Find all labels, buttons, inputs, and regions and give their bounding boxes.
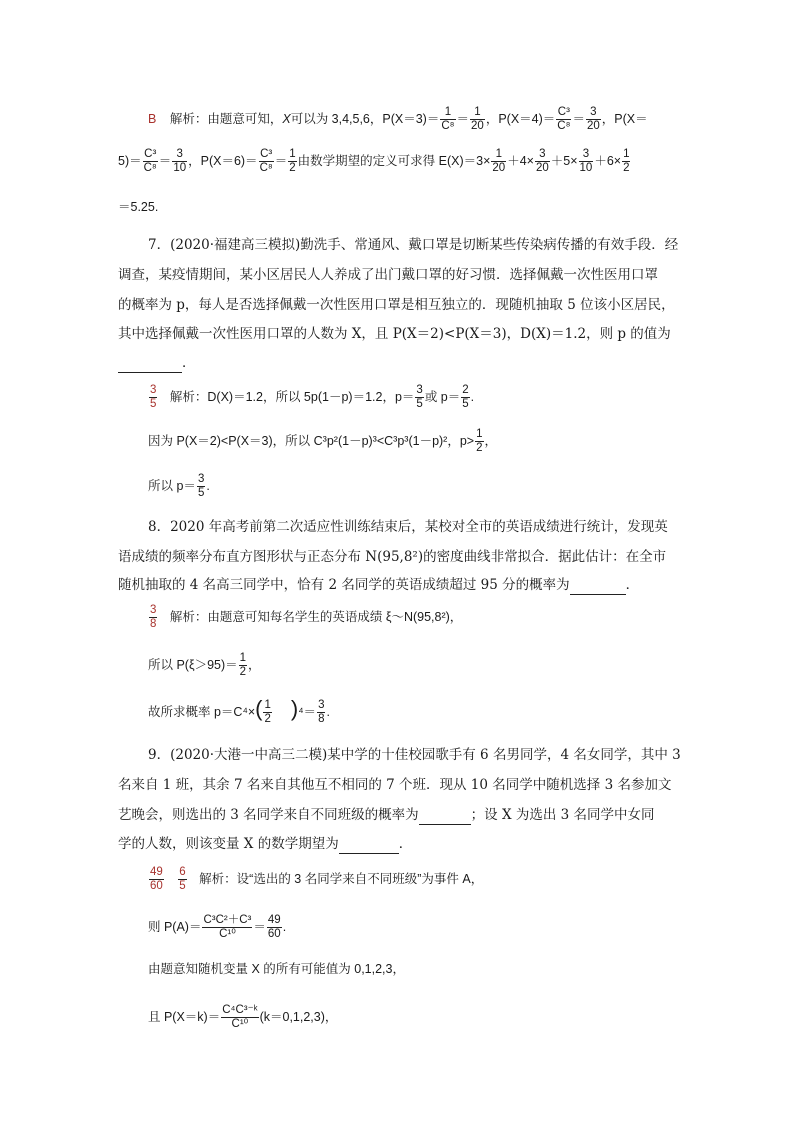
num: 1 — [623, 148, 630, 160]
text: 所以 P(ξ＞95)＝ — [148, 657, 238, 672]
q8-line-3 — [118, 576, 639, 595]
den: 10 — [173, 162, 187, 174]
text: 可以为 3,4,5,6，P(X＝3)＝ — [290, 111, 440, 126]
den: C⁸ — [441, 120, 455, 132]
fraction — [317, 699, 325, 726]
q8-answer — [149, 604, 157, 631]
text: ＝ — [274, 153, 288, 168]
q7-answer — [149, 384, 157, 411]
num: 1 — [239, 652, 247, 664]
num: 1 — [491, 148, 506, 162]
den: 8 — [150, 618, 157, 630]
q9-answer-2 — [178, 866, 186, 893]
q7-analysis-line-3 — [148, 473, 210, 500]
text: ． — [625, 577, 640, 593]
paren-close: ) — [290, 695, 299, 721]
q6-answer-line-2 — [118, 148, 631, 175]
den: 20 — [586, 120, 600, 132]
text: ＝ — [456, 111, 470, 126]
den: 60 — [267, 928, 281, 940]
text: 随机抽取的 4 名高三同学中，恰有 2 名同学的英语成绩超过 95 分的概率为 — [118, 577, 570, 593]
fraction — [197, 473, 205, 500]
den: 20 — [492, 162, 506, 174]
text: 5)＝ — [118, 153, 142, 168]
text: ＝ — [158, 153, 172, 168]
den: 2 — [623, 162, 630, 174]
den: C⁸ — [259, 162, 273, 174]
text: 解析：D(X)＝1.2，所以 5p(1－p)＝1.2，p＝ — [169, 389, 415, 404]
text: ． — [398, 836, 413, 852]
text: 或 p＝ — [424, 389, 461, 404]
text: 解析：由题意可知， — [169, 111, 283, 126]
text: 故所求概率 p＝C⁴× — [148, 704, 256, 719]
fraction — [491, 148, 506, 175]
den: 20 — [535, 162, 549, 174]
q7-analysis-line-1 — [148, 384, 474, 411]
q8-analysis-line-1 — [148, 604, 462, 631]
text: ；设 X 为选出 3 名同学中女同 — [470, 807, 655, 823]
q7-line-4: 其中选择佩戴一次性医用口罩的人数为 X，且 P(X＝2)<P(X＝3)，D(X)＝1.2，则 p 的值为 — [118, 326, 671, 342]
q9-line-1: 9．(2020·大港一中高三二模)某中学的十佳校园歌手有 6 名男同学，4 名女同学，其中 3 — [148, 747, 681, 763]
text: ，P(X＝4)＝ — [485, 111, 556, 126]
num: 3 — [150, 604, 157, 616]
den: 5 — [462, 398, 469, 410]
text: . — [326, 704, 330, 719]
fraction — [622, 148, 630, 175]
fraction — [461, 384, 469, 411]
q6-answer-line-3: ＝5.25. — [118, 200, 159, 214]
fraction — [475, 428, 483, 455]
text: ＋4× — [507, 153, 534, 168]
fraction — [288, 148, 296, 175]
q9-analysis-line-4 — [148, 1004, 337, 1031]
num: 3 — [318, 699, 325, 711]
num: C³ — [557, 106, 570, 118]
text: 解析：设“选出的 3 名同学来自不同班级”为事件 A， — [199, 871, 484, 886]
num: 1 — [264, 699, 271, 711]
text: 且 P(X＝k)＝ — [148, 1009, 221, 1024]
q8-analysis-line-3 — [148, 695, 330, 726]
den: C⁸ — [143, 162, 157, 174]
text: ． — [182, 355, 196, 371]
fraction — [259, 148, 274, 175]
text: ＋5× — [550, 153, 578, 168]
den: C¹⁰ — [219, 928, 236, 940]
fraction — [267, 914, 282, 941]
q8-answer-blank — [570, 576, 626, 595]
fraction — [415, 384, 423, 411]
num: 2 — [462, 384, 469, 396]
text: 学的人数，则该变量 X 的数学期望为 — [118, 836, 339, 852]
num: C³ — [144, 148, 157, 160]
fraction — [440, 106, 455, 133]
fraction — [263, 699, 271, 726]
q7-answer-blank — [118, 354, 182, 373]
q9-analysis-line-2 — [148, 914, 286, 941]
q7-analysis-line-2 — [148, 428, 497, 455]
q9-line-3 — [118, 806, 655, 825]
text: ，P(X＝ — [601, 111, 648, 126]
fraction — [202, 914, 252, 941]
den: 5 — [179, 880, 186, 892]
num: 3 — [416, 384, 423, 396]
text: . — [206, 478, 210, 493]
text: 则 P(A)＝ — [148, 919, 202, 934]
fraction — [172, 148, 187, 175]
fraction — [579, 148, 594, 175]
text: ＝ — [253, 919, 266, 934]
num: 49 — [150, 866, 163, 878]
q6-answer-line-1 — [148, 106, 648, 133]
num: 3 — [150, 384, 157, 396]
text: 解析：由题意可知每名学生的英语成绩 ξ～N(95,8²)， — [169, 609, 463, 624]
fraction — [586, 106, 601, 133]
q9-answer-blank-1 — [419, 806, 471, 825]
num: 49 — [267, 914, 281, 926]
q8-line-1: 8．2020 年高考前第二次适应性训练结束后，某校对全市的英语成绩进行统计，发现英 — [148, 519, 668, 535]
text: ， — [484, 433, 498, 448]
text: ，P(X＝6)＝ — [188, 153, 258, 168]
fraction — [556, 106, 571, 133]
q8-line-2: 语成绩的频率分布直方图形状与正态分布 N(95,8²)的密度曲线非常拟合．据此估计：在全市 — [118, 549, 667, 565]
den: 2 — [239, 666, 247, 678]
text: 因为 P(X＝2)<P(X＝3)，所以 C³p²(1－p)³<C³p³(1－p)²，p> — [148, 433, 475, 448]
num: 3 — [535, 148, 550, 162]
den: 2 — [289, 162, 296, 174]
fraction — [221, 1004, 258, 1031]
text: . — [470, 389, 475, 404]
text: X — [282, 111, 291, 126]
num: C³C²＋C³ — [203, 914, 252, 926]
num: 3 — [197, 473, 205, 485]
text: 由数学期望的定义可求得 E(X)＝3× — [297, 153, 491, 168]
num: 1 — [476, 428, 483, 440]
num: 3 — [579, 148, 594, 162]
text: (k＝0,1,2,3)， — [259, 1009, 338, 1024]
den: 10 — [579, 162, 593, 174]
num: 1 — [440, 106, 455, 120]
den: 5 — [416, 398, 423, 410]
den: 8 — [318, 713, 325, 725]
text: ＝ — [572, 111, 585, 126]
q9-line-4 — [118, 835, 412, 854]
q7-line-5 — [118, 354, 196, 373]
fraction — [470, 106, 485, 133]
paren-open: ( — [255, 695, 263, 721]
q8-analysis-line-2 — [148, 652, 261, 679]
num: 3 — [586, 106, 601, 120]
num: C³ — [260, 148, 273, 160]
den: 60 — [150, 880, 163, 892]
fraction — [239, 652, 247, 679]
q7-line-3: 的概率为 p，每人是否选择佩戴一次性医用口罩是相互独立的．现随机抽取 5 位该小区居民， — [118, 297, 675, 313]
q9-analysis-line-1 — [148, 866, 483, 893]
q9-line-2: 名来自 1 班，其余 7 名来自其他互不相同的 7 个班．现从 10 名同学中随机选择 3 名参加文 — [118, 777, 672, 793]
den: 20 — [471, 120, 484, 132]
num: C⁴C³⁻ᵏ — [222, 1004, 258, 1016]
text: ＋6× — [594, 153, 622, 168]
text: 所以 p＝ — [148, 478, 196, 493]
q9-analysis-line-3: 由题意知随机变量 X 的所有可能值为 0,1,2,3， — [148, 962, 405, 976]
num: 3 — [172, 148, 187, 162]
num: 6 — [179, 866, 186, 878]
num: 1 — [470, 106, 485, 120]
text: ， — [248, 657, 261, 672]
den: C⁸ — [557, 120, 571, 132]
den: C¹⁰ — [231, 1018, 249, 1030]
den: 2 — [476, 442, 483, 454]
den: 5 — [197, 487, 205, 499]
q6-answer-choice: B — [148, 111, 157, 126]
q7-line-1: 7．(2020·福建高三模拟)勤洗手、常通风、戴口罩是切断某些传染病传播的有效手段．经 — [148, 237, 679, 253]
fraction — [143, 148, 158, 175]
q9-answer-1 — [149, 866, 164, 893]
text: ⁴＝ — [298, 704, 317, 719]
num: 1 — [289, 148, 296, 160]
text: . — [282, 919, 287, 934]
fraction — [535, 148, 550, 175]
text: 艺晚会，则选出的 3 名同学来自不同班级的概率为 — [118, 807, 419, 823]
q7-line-2: 调查，某疫情期间，某小区居民人人养成了出门戴口罩的好习惯．选择佩戴一次性医用口罩 — [118, 267, 658, 283]
q9-answer-blank-2 — [339, 835, 399, 854]
den: 2 — [264, 713, 271, 725]
den: 5 — [150, 398, 157, 410]
